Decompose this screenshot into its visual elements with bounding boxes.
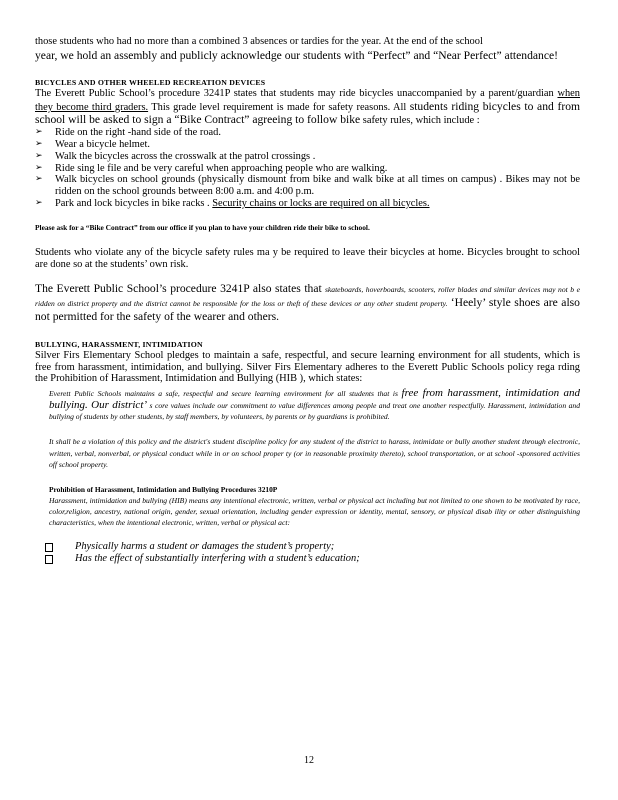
bicycles-p1-underline: when they become third graders. [35,87,580,113]
list-item: Physically harms a student or damages the student’s property; [35,541,580,553]
bike-rules-list [35,127,580,210]
arrow-bullet-icon: ➢ [35,162,43,173]
violation-quote: It shall be a violation of this policy and the district's student discipline policy for any student of the district to harass, intimidate or bully another student through electronic, written, verbal, nonverbal, or physical conduct while in or on school proper ty (or in reasonable proximity thereto), school transportation, or at school -sponsored activities off school property. [49,437,580,470]
list-item: ➢ Wear a bicycle helmet. [35,138,150,150]
arrow-bullet-icon: ➢ [35,150,43,161]
bike-contract-note: Please ask for a “Bike Contract” from our office if you plan to have your children ride their bike to school. [35,222,370,232]
procedure-paragraph [35,282,580,323]
document-page [35,36,580,565]
arrow-bullet-icon: ➢ [35,138,43,149]
arrow-bullet-icon: ➢ [35,127,43,138]
list-item: ➢ Ride on the right -hand side of the road. [35,127,221,139]
procedure-b: ‘Heely’ style shoes are also not permitted for the safety of the wearer and others. [35,296,580,323]
list-item: ➢ Walk bicycles on school grounds (physically dismount from bike and walk bike at all times on campus) . Bikes may not be ridden on the school grounds between 8:00 a.m. and 4:00 p.m. [35,174,580,198]
list-item: ➢ Park and lock bicycles in bike racks . Security chains or locks are required on all bicycles. [35,197,430,209]
arrow-bullet-icon: ➢ [35,197,43,208]
arrow-bullet-icon: ➢ [35,174,43,185]
page-number: 12 [304,755,314,766]
bicycles-p1-c: students riding bicycles to and from school will be asked to sign a “Bike Contract” agreeing to follow bike [35,99,581,127]
bicycles-paragraph [35,88,580,127]
hib-definition: Harassment, intimidation and bullying (HIB) means any intentional electronic, written, verbal or physical act including but not limited to one shown to be motivated by race, color,religion, ancestry, national origin, gender, sexual orientation, including gender expression or identity, mental, sensory, or physical disab ility or other distinguishing characteristics, when the intentional electronic, written, verbal or physical act: [49,495,580,528]
bullying-paragraph: Silver Firs Elementary School pledges to maintain a safe, respectful, and secure learning environment for all students, which is free from harassment, intimidation, and bullying. Silver Firs Elementary adheres to the Everett Public Schools policy rega rding the Prohibition of Harassment, Intimidation and Bullying (HIB ), which states: [35,349,580,385]
list-item: ➢ Ride sing le file and be very careful when approaching people who are walking. [35,162,388,174]
bullying-heading: BULLYING, HARASSMENT, INTIMIDATION [35,339,203,349]
list-item: ➢ Walk the bicycles across the crosswalk at the patrol crossings . [35,150,316,162]
bicycles-p1-d: safety rules, which include : [362,115,480,127]
procedures-subhead: Prohibition of Harassment, Intimidation and Bullying Procedures 3210P [49,484,278,494]
bicycles-heading: BICYCLES AND OTHER WHEELED RECREATION DEVICES [35,77,266,87]
policy-quote: Everett Public Schools maintains a safe, respectful and secure learning environment for all students that is free from harassment, intimidation and bullying. Our district’ s core values include our commitment to value differences among people and treat one another respectfully. Harassment, intimidation and bullying of students by other students, by staff members, by volunteers, by parents or by guardians is prohibited. [49,387,580,421]
intro-line-2: year, we hold an assembly and publicly acknowledge our students with “Perfect” and “Near Perfect” attendance! [35,48,558,62]
hib-items-list [35,541,580,565]
bicycles-p1-a: The Everett Public School’s procedure 3241P states that students may ride bicycles unaccompanied by a parent/guardian [35,87,554,99]
procedure-a: The Everett Public School’s procedure 3241P also states that [35,282,322,296]
bicycles-p1-b: This grade level requirement is made for safety reasons. All [151,101,407,113]
intro-line-1: those students who had no more than a combined 3 absences or tardies for the year. At the end of the school [35,36,483,47]
square-bullet-icon [45,543,53,552]
violate-paragraph: Students who violate any of the bicycle safety rules ma y be required to leave their bicycles at home. Bicycles brought to school are done so at the students’ own risk. [35,246,580,270]
list-item: Has the effect of substantially interfering with a student’s education; [35,553,580,565]
procedure-italic: skateboards, hoverboards, scooters, roller blades and similar devices may not b e ridden on district property and the district cannot be responsible for the loss or theft of these devices or any other student property. [35,285,580,309]
square-bullet-icon [45,555,53,564]
